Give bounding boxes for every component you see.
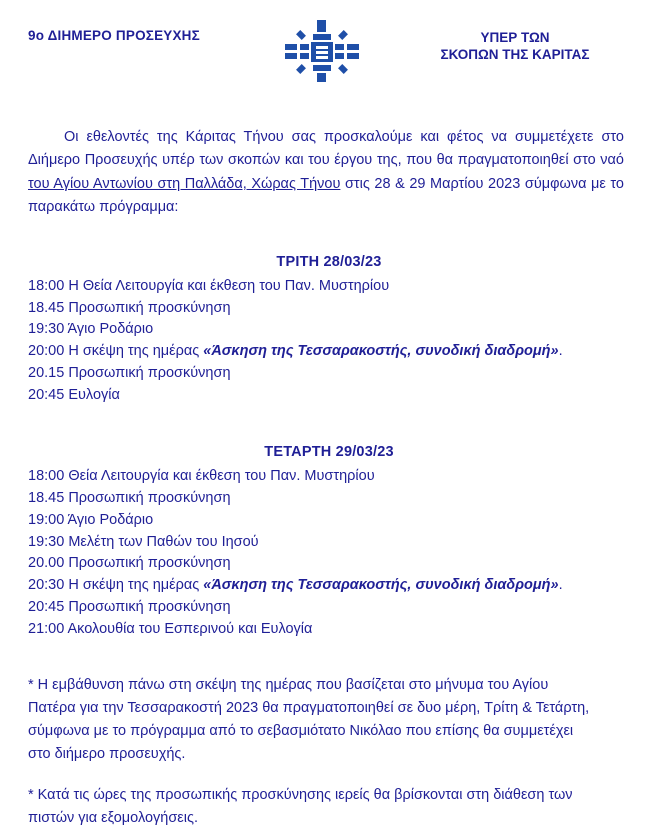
intro-paragraph	[28, 126, 630, 220]
schedule-entry	[28, 298, 630, 320]
entry-text: 20.00 Προσωπική προσκύνηση	[28, 555, 231, 572]
document-header	[28, 18, 630, 100]
entry-text: 18.45 Προσωπική προσκύνηση	[28, 490, 231, 507]
schedule-entry	[28, 319, 630, 341]
schedule-entry	[28, 553, 630, 575]
schedule-entry	[28, 575, 630, 597]
schedule-entry	[28, 488, 630, 510]
entry-text: 20:45 Προσωπική προσκύνηση	[28, 598, 231, 615]
footnotes	[28, 674, 630, 829]
schedule-day-2	[28, 444, 630, 640]
entry-tail: .	[558, 577, 563, 594]
entry-text: 18.45 Προσωπική προσκύνηση	[28, 299, 231, 316]
entry-text: 19:00 Άγιο Ροδάριο	[28, 511, 154, 528]
entry-text: 19:30 Άγιο Ροδάριο	[28, 321, 154, 338]
entry-text: 20:45 Ευλογία	[28, 386, 120, 403]
header-right-line2: ΣΚΟΠΩΝ ΤΗΣ ΚΑΡΙΤΑΣ	[440, 46, 590, 62]
day1-title: ΤΡΙΤΗ 28/03/23	[276, 253, 382, 270]
entry-text: 18:00 Η Θεία Λειτουργία και έκθεση του Παν. Μυστηρίου	[28, 277, 390, 294]
entry-highlight: «Άσκηση της Τεσσαρακοστής, συνοδική διαδρομή»	[203, 577, 559, 594]
caritas-cross-logo-icon	[279, 18, 365, 82]
schedule-entry	[28, 597, 630, 619]
intro-underlined-location: του Αγίου Αντωνίου στη Παλλάδα, Χώρας Τήνου	[28, 175, 341, 192]
schedule-entry	[28, 341, 630, 363]
entry-text: 20.15 Προσωπική προσκύνηση	[28, 364, 231, 381]
header-right-line1: ΥΠΕΡ ΤΩΝ	[480, 30, 550, 45]
entry-text: 21:00 Ακολουθία του Εσπερινού και Ευλογία	[28, 620, 313, 637]
intro-part1: Οι εθελοντές της Κάριτας Τήνου σας προσκαλούμε και φέτος να συμμετέχετε στο Διήμερο Προσευχής υπέρ των σκοπών και του έργου της, που θα πραγματοποιηθεί στο ναό	[28, 129, 624, 169]
day2-title: ΤΕΤΑΡΤΗ 29/03/23	[264, 444, 394, 461]
schedule-entry	[28, 385, 630, 407]
schedule-entry	[28, 532, 630, 554]
schedule-day-1	[28, 254, 630, 407]
entry-text: 19:30 Μελέτη των Παθών του Ιησού	[28, 533, 259, 550]
schedule-entry	[28, 276, 630, 298]
header-right-title	[400, 18, 630, 64]
entry-tail: .	[558, 343, 563, 360]
entry-highlight: «Άσκηση της Τεσσαρακοστής, συνοδική διαδρομή»	[203, 343, 559, 360]
day2-entries	[28, 466, 630, 640]
entry-text: 20:30 Η σκέψη της ημέρας	[28, 577, 204, 594]
schedule-entry	[28, 466, 630, 488]
schedule-entry	[28, 619, 630, 641]
intro-part2: στις 28 & 29 Μαρτίου 2023 σύμφωνα με το παρακάτω πρόγραμμα:	[28, 175, 624, 216]
entry-text: 18:00 Θεία Λειτουργία και έκθεση του Παν. Μυστηρίου	[28, 468, 375, 485]
schedule-entry	[28, 510, 630, 532]
schedule-entry	[28, 363, 630, 385]
footnote-1: * Η εμβάθυνση πάνω στη σκέψη της ημέρας που βασίζεται στο μήνυμα του Αγίου Πατέρα για την Τεσσαρακοστή 2023 θα πραγματοποιηθεί σε δυο μέρη, Τρίτη & Τετάρτη, σύμφωνα με το πρόγραμμα από το σεβασμιότατο Νικόλαο που επίσης θα συμμετέχει στο διήμερο προσευχής.	[28, 677, 590, 763]
header-left-title: 9ο ΔΙΗΜΕΡΟ ΠΡΟΣΕΥΧΗΣ	[28, 28, 200, 43]
entry-text: 20:00 Η σκέψη της ημέρας	[28, 343, 204, 360]
footnote-2: * Κατά τις ώρες της προσωπικής προσκύνησης ιερείς θα βρίσκονται στη διάθεση των πιστών για εξομολογήσεις.	[28, 787, 573, 826]
day1-entries	[28, 276, 630, 407]
